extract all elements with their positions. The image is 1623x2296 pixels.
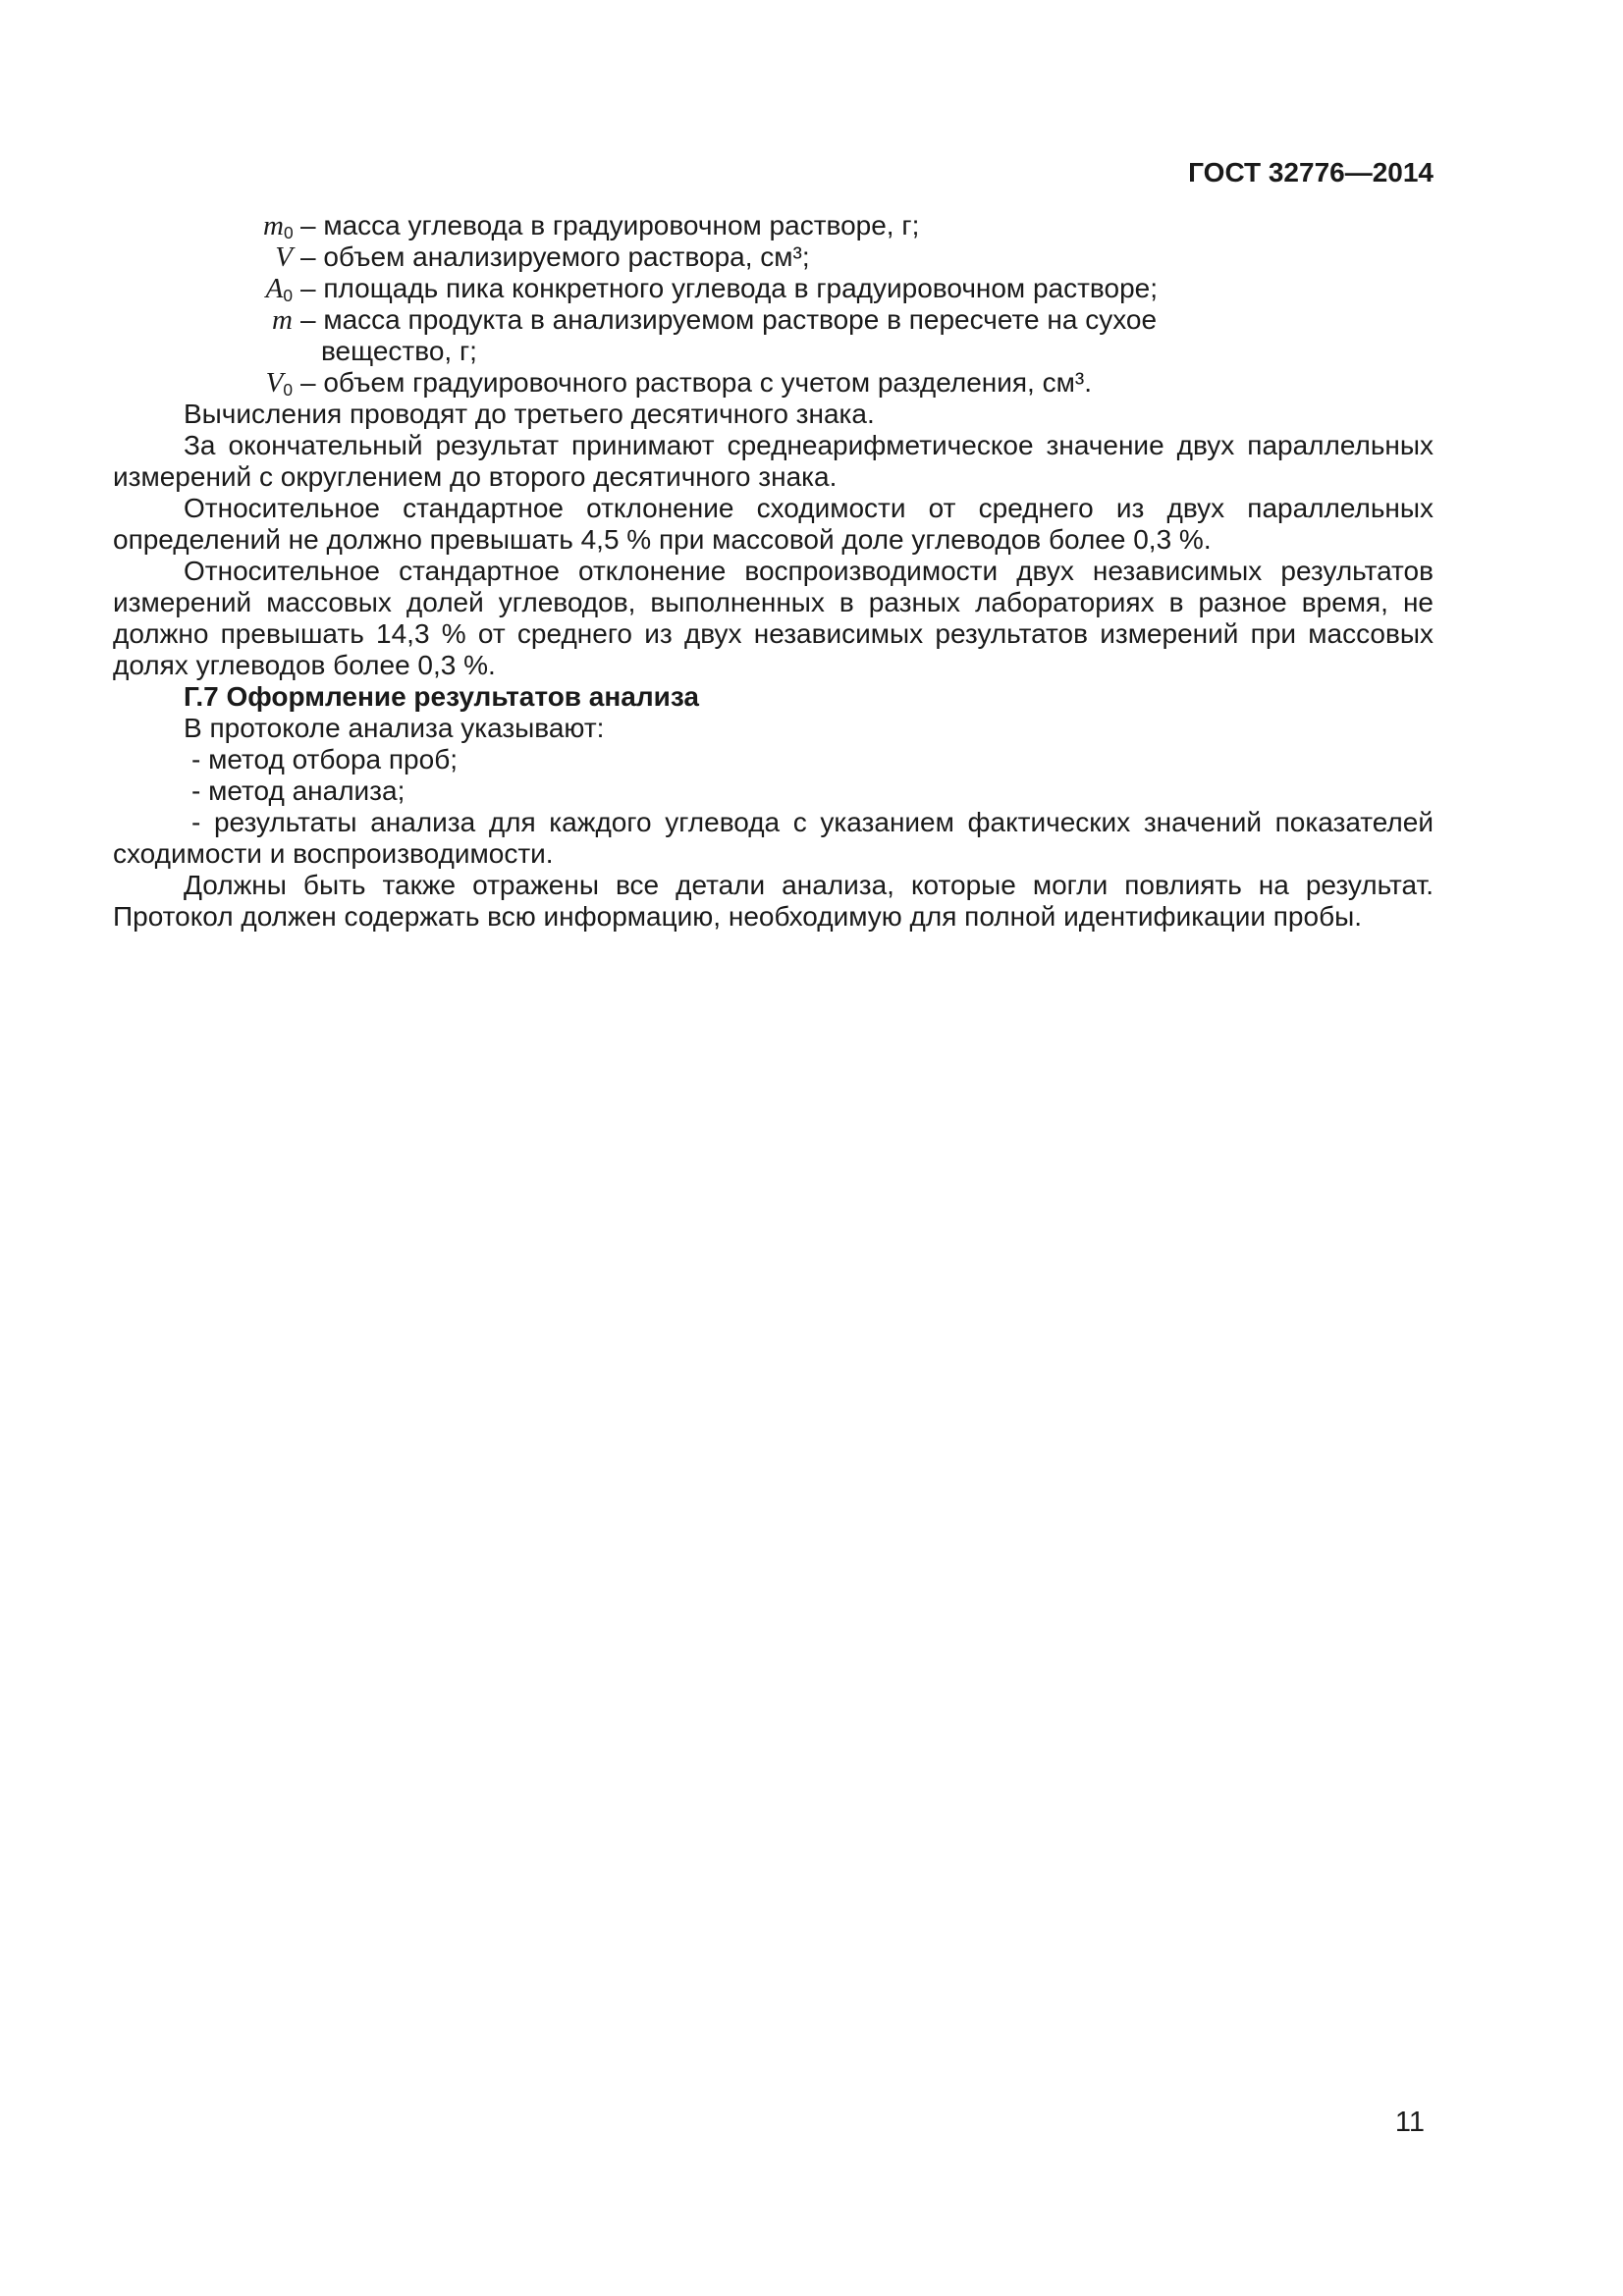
definition-text: – объем градуировочного раствора с учетом разделения, см³. xyxy=(300,367,1092,398)
symbol-definitions-list xyxy=(113,210,1434,399)
list-item-analysis-results: - результаты анализа для каждого углевода с указанием фактических значений показателей сходимости и воспроизводимости. xyxy=(113,807,1434,869)
paragraph-calculation-precision: Вычисления проводят до третьего десятичного знака. xyxy=(184,399,875,429)
symbol-m xyxy=(263,304,293,336)
list-item-sampling-method: - метод отбора проб; xyxy=(191,744,459,774)
definition-row-a0 xyxy=(113,273,1434,304)
symbol-m0 xyxy=(263,210,293,241)
definition-text: – масса продукта в анализируемом растворе в пересчете на сухое xyxy=(300,304,1158,335)
definition-text: – масса углевода в градуировочном растворе, г; xyxy=(300,210,920,240)
list-item-analysis-method: - метод анализа; xyxy=(191,775,406,806)
symbol-letter: V xyxy=(265,367,284,399)
symbol-subscript: 0 xyxy=(283,223,294,242)
definition-row-m xyxy=(113,304,1434,336)
definition-row-v0 xyxy=(113,367,1434,399)
paragraph-repeatability-deviation: Относительное стандартное отклонение сходимости от среднего из двух параллельных определений не должно превышать 4,5 % при массовой доле углеводов более 0,3 %. xyxy=(113,493,1434,555)
symbol-letter: A xyxy=(265,273,284,304)
definition-row-v xyxy=(113,241,1434,273)
standard-number-header: ГОСТ 32776—2014 xyxy=(1188,157,1434,187)
symbol-letter: m xyxy=(272,304,293,336)
symbol-v xyxy=(263,241,293,273)
symbol-subscript: 0 xyxy=(283,380,293,400)
page-content xyxy=(113,157,1434,933)
definition-text: – объем анализируемого раствора, см³; xyxy=(300,241,810,272)
paragraph-protocol-intro: В протоколе анализа указывают: xyxy=(184,713,605,743)
definition-continuation-line: вещество, г; xyxy=(321,336,477,366)
section-heading-g7: Г.7 Оформление результатов анализа xyxy=(184,681,699,712)
symbol-letter: m xyxy=(263,210,284,241)
symbol-subscript: 0 xyxy=(283,286,293,305)
symbol-letter: V xyxy=(275,241,293,273)
definition-text: – площадь пика конкретного углевода в градуировочном растворе; xyxy=(300,273,1158,303)
symbol-v0 xyxy=(263,367,293,399)
definition-row-m0 xyxy=(113,210,1434,241)
page-number: 11 xyxy=(1394,2107,1425,2138)
paragraph-final-result: За окончательный результат принимают среднеарифметическое значение двух параллельных измерений с округлением до второго десятичного знака. xyxy=(113,430,1434,492)
paragraph-reproducibility-deviation: Относительное стандартное отклонение воспроизводимости двух независимых результатов измерений массовых долей углеводов, выполненных в разных лабораториях в разное время, не должно превышать 14,3 % от среднего из двух независимых результатов измерений при массовых долях углеводов более 0,3 %. xyxy=(113,556,1434,680)
paragraph-protocol-requirements: Должны быть также отражены все детали анализа, которые могли повлиять на результат. Протокол должен содержать всю информацию, необходимую для полной идентификации пробы. xyxy=(113,870,1434,932)
symbol-a0 xyxy=(263,273,293,304)
